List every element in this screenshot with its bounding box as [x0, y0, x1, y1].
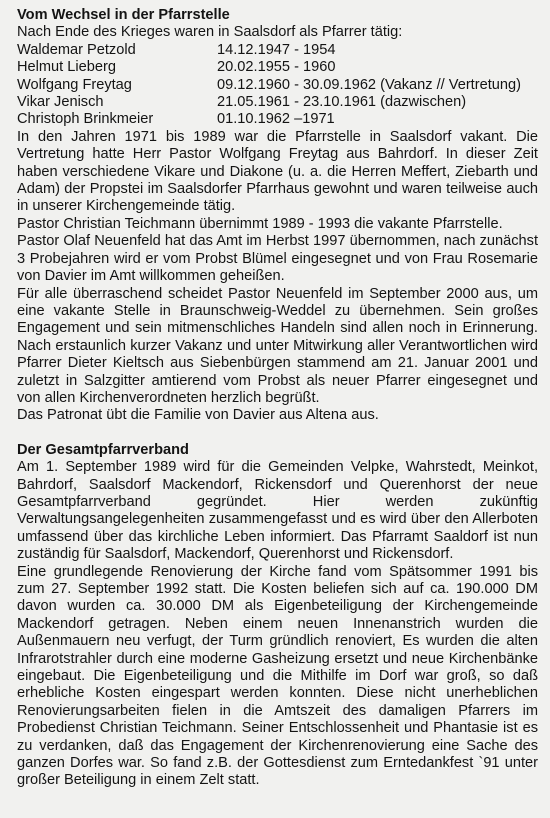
pastor-row: [17, 94, 538, 111]
pastor-dates: 09.12.1960 - 30.09.1962 (Vakanz // Vertretung): [217, 76, 521, 93]
pastor-name: Helmut Lieberg: [17, 59, 116, 76]
body-paragraph: Am 1. September 1989 wird für die Gemeinden Velpke, Wahrstedt, Meinkot, Bahrdorf, Saalsdorf Mackendorf, Rickensdorf und Querenhorst der neue Gesamtpfarrverband gegründet. Hier werden zukünftig Verwaltungsangelegenheiten zusammengefasst und es wird über den Allerboten umfassend über das kirchliche Leben informiert. Das Pfarramt Saaldorf ist nun zuständig für Saalsdorf, Mackendorf, Querenhorst und Rickensdorf.: [17, 459, 538, 563]
body-paragraph: Für alle überraschend scheidet Pastor Neuenfeld im September 2000 aus, um eine vakante Stelle in Braunschweig-Weddel zu übernehmen. Sein großes Engagement und sein mitmenschliches Handeln sind allen noch in Erinnerung. Nach erstaunlich kurzer Vakanz und unter Mitwirkung aller Verantwortlichen wird Pfarrer Dieter Kieltsch aus Siebenbürgen stammend am 21. Januar 2001 und zuletzt in Salzgitter amtierend vom Probst als neuer Pfarrer eingesegnet und von allen Kirchenverordneten herzlich begrüßt.: [17, 285, 538, 406]
intro-paragraph: Nach Ende des Krieges waren in Saalsdorf als Pfarrer tätig:: [17, 24, 403, 41]
pastor-dates: 21.05.1961 - 23.10.1961 (dazwischen): [217, 94, 467, 111]
pastor-name: Wolfgang Freytag: [17, 76, 132, 93]
pastor-row: [17, 59, 538, 76]
pastor-list: [17, 42, 538, 129]
body-paragraph: In den Jahren 1971 bis 1989 war die Pfarrstelle in Saalsdorf vakant. Die Vertretung hatte Herr Pastor Wolfgang Freytag aus Bahrdorf. In dieser Zeit haben verschiedene Vikare und Diakone (u. a. die Herren Meffert, Ziebarth und Adam) der Propstei im Saalsdorfer Pfarrhaus gewohnt und waren teilweise auch in unserer Kirchengemeinde tätig.: [17, 128, 538, 215]
body-paragraph: Pastor Olaf Neuenfeld hat das Amt im Herbst 1997 übernommen, nach zunächst 3 Probejahren wird er vom Probst Blümel eingesegnet und von Frau Rosemarie von Davier im Amt willkommen geheißen.: [17, 233, 538, 285]
section-heading: Vom Wechsel in der Pfarrstelle: [17, 7, 230, 23]
section-pfarrstelle: [17, 7, 538, 425]
pastor-name: Vikar Jenisch: [17, 94, 104, 111]
body-paragraph: Das Patronat übt die Familie von Davier aus Altena aus.: [17, 407, 379, 424]
pastor-dates: 01.10.1962 –1971: [217, 111, 335, 128]
pastor-name: Waldemar Petzold: [17, 41, 136, 58]
pastor-row: [17, 42, 538, 59]
pastor-dates: 14.12.1947 - 1954: [217, 41, 336, 58]
body-paragraph: Eine grundlegende Renovierung der Kirche fand vom Spätsommer 1991 bis zum 27. September 1992 statt. Die Kosten beliefen sich auf ca. 190.000 DM davon wurden ca. 30.000 DM als Eigenbeteiligung der Kirchengemeinde Mackendorf getragen. Neben einem neuen Innenanstrich wurden die Außenmauern neu verfugt, der Turm gründlich renoviert, Es wurden die alten Infrarotstrahler durch eine moderne Gasheizung ersetzt und neue Kirchenbänke eingebaut. Die Eigenbeteiligung und die Mithilfe im Dorf war groß, so daß erhebliche Kosten eingespart werden konnten. Diese nicht unerheblichen Renovierungsarbeiten fielen in die Amtszeit des damaligen Pfarrers im Probedienst Christian Teichmann. Seiner Entschlossenheit und Phantasie ist es zu verdanken, daß das Engagement der Kirchenrenovierung eine Sache des ganzen Dorfes war. So fand z.B. der Gottesdienst zum Erntedankfest `91 unter großer Beteiligung in einem Zelt statt.: [17, 563, 538, 789]
section-heading: Der Gesamtpfarrverband: [17, 441, 189, 458]
section-gesamtpfarrverband: [17, 442, 538, 790]
pastor-name: Christoph Brinkmeier: [17, 111, 154, 128]
pastor-dates: 20.02.1955 - 1960: [217, 59, 336, 76]
pastor-row: [17, 111, 538, 128]
pastor-row: [17, 77, 538, 94]
body-paragraph: Pastor Christian Teichmann übernimmt 1989 - 1993 die vakante Pfarrstelle.: [17, 215, 503, 232]
